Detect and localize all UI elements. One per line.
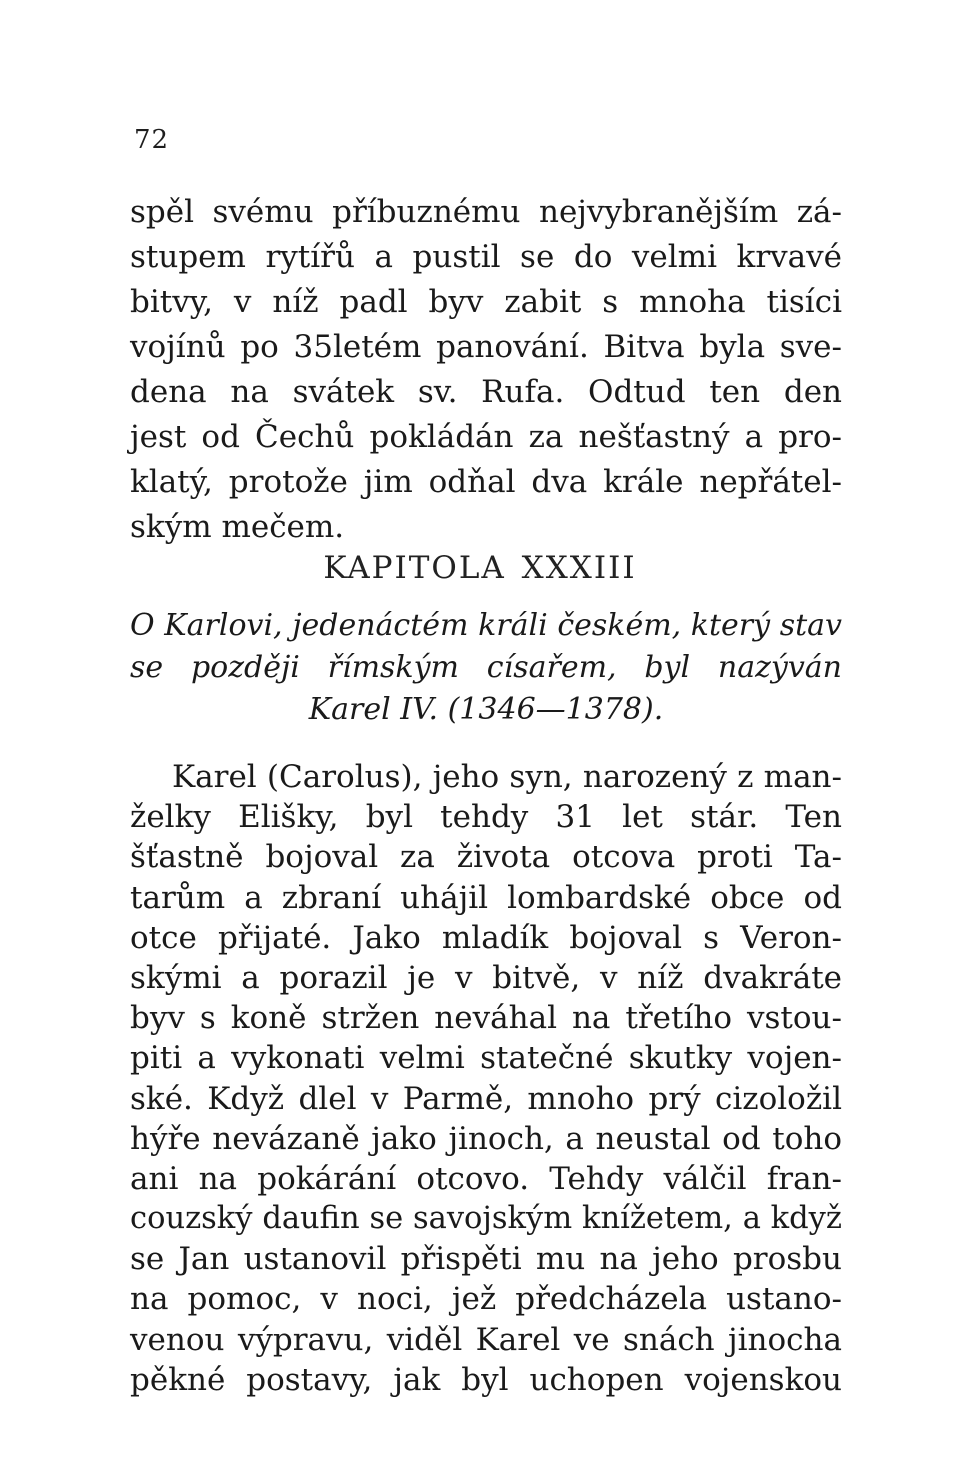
text-line: klatý, protože jim odňal dva krále nepřátel- (130, 464, 842, 500)
text-line: venou výpravu, viděl Karel ve snách jinocha (130, 1321, 842, 1358)
text-line: ské. Když dlel v Parmě, mnoho prý cizoložil (130, 1080, 842, 1117)
text-line: pěkné postavy, jak byl uchopen vojenskou (130, 1361, 842, 1398)
text-line: otce přijaté. Jako mladík bojoval s Veron- (130, 919, 842, 956)
chapter-body-paragraph (130, 757, 842, 1400)
text-line: tarům a zbraní uhájil lombardské obce od (130, 879, 842, 916)
text-line: stupem rytířů a pustil se do velmi krvavé (130, 239, 842, 275)
page-number: 72 (134, 125, 170, 155)
text-line: ským mečem. (130, 509, 345, 545)
text-line: Karel (Carolus), jeho syn, narozený z man- (172, 759, 842, 795)
text-line: byv s koně stržen neváhal na třetího vstou- (130, 1000, 842, 1037)
text-line: dena na svátek sv. Rufa. Odtud ten den (130, 374, 842, 410)
chapter-heading: KAPITOLA XXXIII (323, 550, 637, 586)
text-line: se Jan ustanovil přispěti mu na jeho prosbu (130, 1241, 842, 1278)
subtitle-line: Karel IV. (1346—1378). (308, 692, 664, 727)
chapter-subtitle (130, 605, 842, 731)
text-line: vojínů po 35letém panování. Bitva byla sve- (130, 329, 842, 365)
text-line: želky Elišky, byl tehdy 31 let stár. Ten (130, 799, 842, 836)
text-line: skými a porazil je v bitvě, v níž dvakráte (130, 959, 842, 996)
text-line: piti a vykonati velmi statečné skutky vojen- (130, 1040, 842, 1077)
text-line: ani na pokárání otcovo. Tehdy válčil fran- (130, 1160, 842, 1197)
text-line: spěl svému příbuznému nejvybranějším zá- (130, 194, 842, 230)
text-line: hýře nevázaně jako jinoch, a neustal od toho (130, 1120, 842, 1157)
text-line: na pomoc, v noci, jež předcházela ustano- (130, 1281, 842, 1318)
subtitle-line: O Karlovi, jedenáctém králi českém, který stav (130, 608, 842, 643)
text-line: jest od Čechů pokládán za nešťastný a pro- (130, 419, 842, 455)
text-line: bitvy, v níž padl byv zabit s mnoha tisíci (130, 284, 842, 320)
paragraph-continued (130, 190, 842, 550)
text-line: couzský daufin se savojským knížetem, a když (130, 1201, 842, 1237)
text-line: šťastně bojoval za života otcova proti Ta- (130, 839, 842, 876)
subtitle-line: se později římským císařem, byl nazýván (130, 650, 842, 685)
